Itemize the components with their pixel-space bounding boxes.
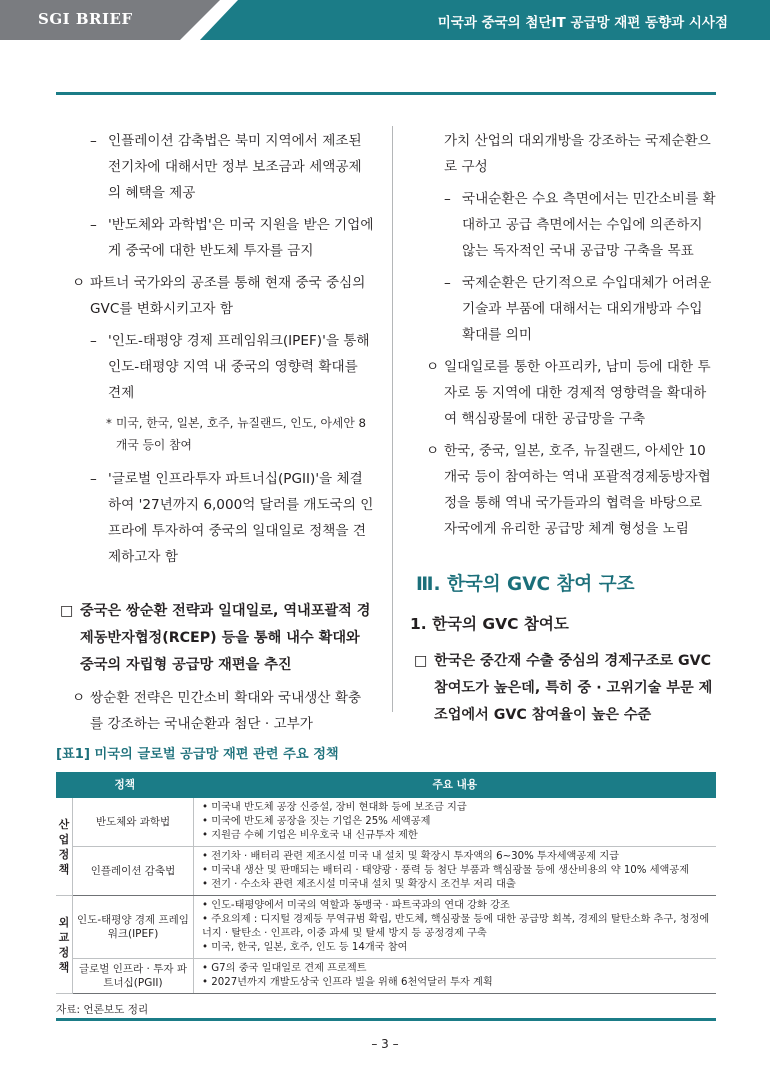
dash-marker: – [90, 333, 97, 349]
header-content: 주요 내용 [194, 772, 717, 798]
content-item: • 미국, 한국, 일본, 호주, 인도 등 14개국 참여 [202, 942, 408, 953]
paragraph-text: 중국은 쌍순환 전략과 일대일로, 역내포괄적 경제동반자협정(RCEP) 등을 통해 내수 확대와 중국의 자립형 공급망 재편을 추진 [80, 603, 371, 673]
content-item: • 전기차 · 배터리 관련 제조시설 미국 내 설치 및 확장시 투자액의 6~30% 투자세액공제 지급 [202, 851, 619, 862]
content-item: • 2027년까지 개발도상국 인프라 빌을 위해 6천억달러 투자 계획 [202, 977, 493, 988]
paragraph-text: 한국, 중국, 일본, 호주, 뉴질랜드, 아세안 10개국 등이 참여하는 역내 포괄적경제동방자협정을 통해 역내 국가들과의 협력을 바탕으로 자국에게 유리한 공급망 체계 형성을 노림 [444, 443, 711, 537]
dash-item [56, 128, 374, 206]
paragraph-text: 가치 산업의 대외개방을 강조하는 국제순환으로 구성 [444, 133, 711, 175]
paragraph-text: 일대일로를 통한 아프리카, 남미 등에 대한 투자로 동 지역에 대한 경제적 영향력을 확대하여 핵심광물에 대한 공급망을 구축 [444, 359, 711, 427]
paragraph-text: 인플레이션 감축법은 북미 지역에서 제조된 전기차에 대해서만 정부 보조금과 세액공제의 혜택을 제공 [108, 133, 362, 201]
dash-item [56, 466, 374, 570]
table-row [56, 798, 716, 847]
brand-label: SGI BRIEF [38, 10, 133, 28]
paragraph-text: 국내순환은 수요 측면에서는 민간소비를 확대하고 공급 측면에서는 수입에 의존하지 않는 독자적인 국내 공급망 구축을 목표 [462, 191, 716, 259]
paragraph-text: 한국은 중간재 수출 중심의 경제구조로 GVC 참여도가 높은데, 특히 중 · 고위기술 부문 제조업에서 GVC 참여율이 높은 수준 [434, 653, 713, 723]
content-item: • 지원금 수혜 기업은 비우호국 내 신규투자 제한 [202, 830, 418, 841]
footnote-item [56, 412, 374, 456]
left-column [56, 128, 374, 737]
paragraph-text: 국제순환은 단기적으로 수입대체가 어려운 기술과 부품에 대해서는 대외개방과 수입 확대를 의미 [462, 275, 712, 343]
content-item: • 주요의제 : 디지털 경제등 무역규범 확립, 반도체, 핵심광물 등에 대한 공급망 회복, 경제의 탈탄소화 추구, 청정에너지 · 탈탄소 · 인프라, 이중 과세 및 탈세 방지 등 공정경제 구축 [202, 914, 710, 939]
paragraph-text: 파트너 국가와의 공조를 통해 현재 중국 중심의 GVC를 변화시키고자 함 [90, 275, 366, 317]
circle-marker: ㅇ [426, 359, 440, 375]
content-cell [194, 798, 717, 847]
dash-item [410, 270, 716, 348]
policy-cell: 인플레이션 감축법 [73, 847, 194, 896]
continued-paragraph [410, 128, 716, 180]
table-row [56, 847, 716, 896]
dash-marker: – [90, 133, 97, 149]
circle-item [410, 438, 716, 542]
box-item [56, 598, 374, 679]
content-item: • 미국내 생산 및 판매되는 배터리 · 태양광 · 풍력 등 첨단 부품과 핵심광물 등에 생산비용의 약 10% 세액공제 [202, 865, 690, 876]
dash-marker: – [90, 471, 97, 487]
bottom-divider [56, 1018, 716, 1021]
circle-marker: ㅇ [426, 443, 440, 459]
right-column [410, 128, 716, 729]
note-marker: * [106, 416, 112, 430]
subsection-heading: 1. 한국의 GVC 참여도 [410, 615, 569, 633]
content-item: • 인도-태평양에서 미국의 역할과 동맹국 · 파트국과의 연대 강화 강조 [202, 900, 510, 911]
content-cell [194, 959, 717, 994]
table-header-row [56, 772, 716, 798]
dash-item [56, 212, 374, 264]
circle-marker: ㅇ [72, 275, 86, 291]
circle-item [410, 354, 716, 432]
paragraph-text: 미국, 한국, 일본, 호주, 뉴질랜드, 인도, 아세안 8개국 등이 참여 [116, 416, 366, 452]
content-item: • 미국에 반도체 공장을 짓는 기업은 25% 세액공제 [202, 816, 431, 827]
policy-cell: 인도-태평양 경제 프레임 워크(IPEF) [73, 896, 194, 959]
content-item: • 전기 · 수소차 관련 제조시설 미국내 설치 및 확장시 조건부 저리 대출 [202, 879, 516, 890]
paragraph-text: '글로벌 인프라투자 파트너십(PGII)'을 체결하여 '27년까지 6,000억 달러를 개도국의 인프라에 투자하여 중국의 일대일로 정책을 견제하고자 함 [108, 471, 374, 565]
policy-table [56, 772, 716, 994]
category-cell: 외교정책 [56, 896, 73, 994]
top-divider [56, 92, 716, 95]
content-item: • G7의 중국 일대일로 견제 프로젝트 [202, 963, 367, 974]
policy-cell: 글로벌 인프라 · 투자 파트너십(PGII) [73, 959, 194, 994]
circle-marker: ㅇ [72, 690, 86, 706]
content-cell [194, 847, 717, 896]
table-row [56, 896, 716, 959]
document-title: 미국과 중국의 첨단IT 공급망 재편 동향과 시사점 [437, 15, 728, 31]
box-marker: □ [60, 603, 74, 619]
section-heading: Ⅲ. 한국의 GVC 참여 구조 [416, 574, 635, 595]
policy-cell: 반도체와 과학법 [73, 798, 194, 847]
paragraph-text: '인도-태평양 경제 프레임워크(IPEF)'을 통해 인도-태평양 지역 내 중국의 영향력 확대를 견제 [108, 333, 370, 401]
content-item: • 미국내 반도체 공장 신증설, 장비 현대화 등에 보조금 지급 [202, 802, 467, 813]
table-row [56, 959, 716, 994]
table-source: 자료: 언론보도 정리 [56, 1004, 149, 1016]
table-caption: [표1] 미국의 글로벌 공급망 재편 관련 주요 정책 [56, 747, 339, 762]
dash-marker: – [444, 191, 451, 207]
box-item [410, 648, 716, 729]
dash-item [410, 186, 716, 264]
paragraph-text: '반도체와 과학법'은 미국 지원을 받은 기업에게 중국에 대한 반도체 투자를 금지 [108, 217, 374, 259]
dash-item [56, 328, 374, 406]
category-cell: 산업정책 [56, 798, 73, 896]
circle-item [56, 270, 374, 322]
content-cell [194, 896, 717, 959]
column-divider [392, 126, 393, 712]
circle-item [56, 685, 374, 737]
header-policy: 정책 [56, 772, 194, 798]
dash-marker: – [90, 217, 97, 233]
dash-marker: – [444, 275, 451, 291]
page-number: – 3 – [371, 1037, 399, 1051]
paragraph-text: 쌍순환 전략은 민간소비 확대와 국내생산 확충를 강조하는 국내순환과 첨단 · 고부가 [90, 690, 362, 732]
box-marker: □ [414, 653, 428, 669]
